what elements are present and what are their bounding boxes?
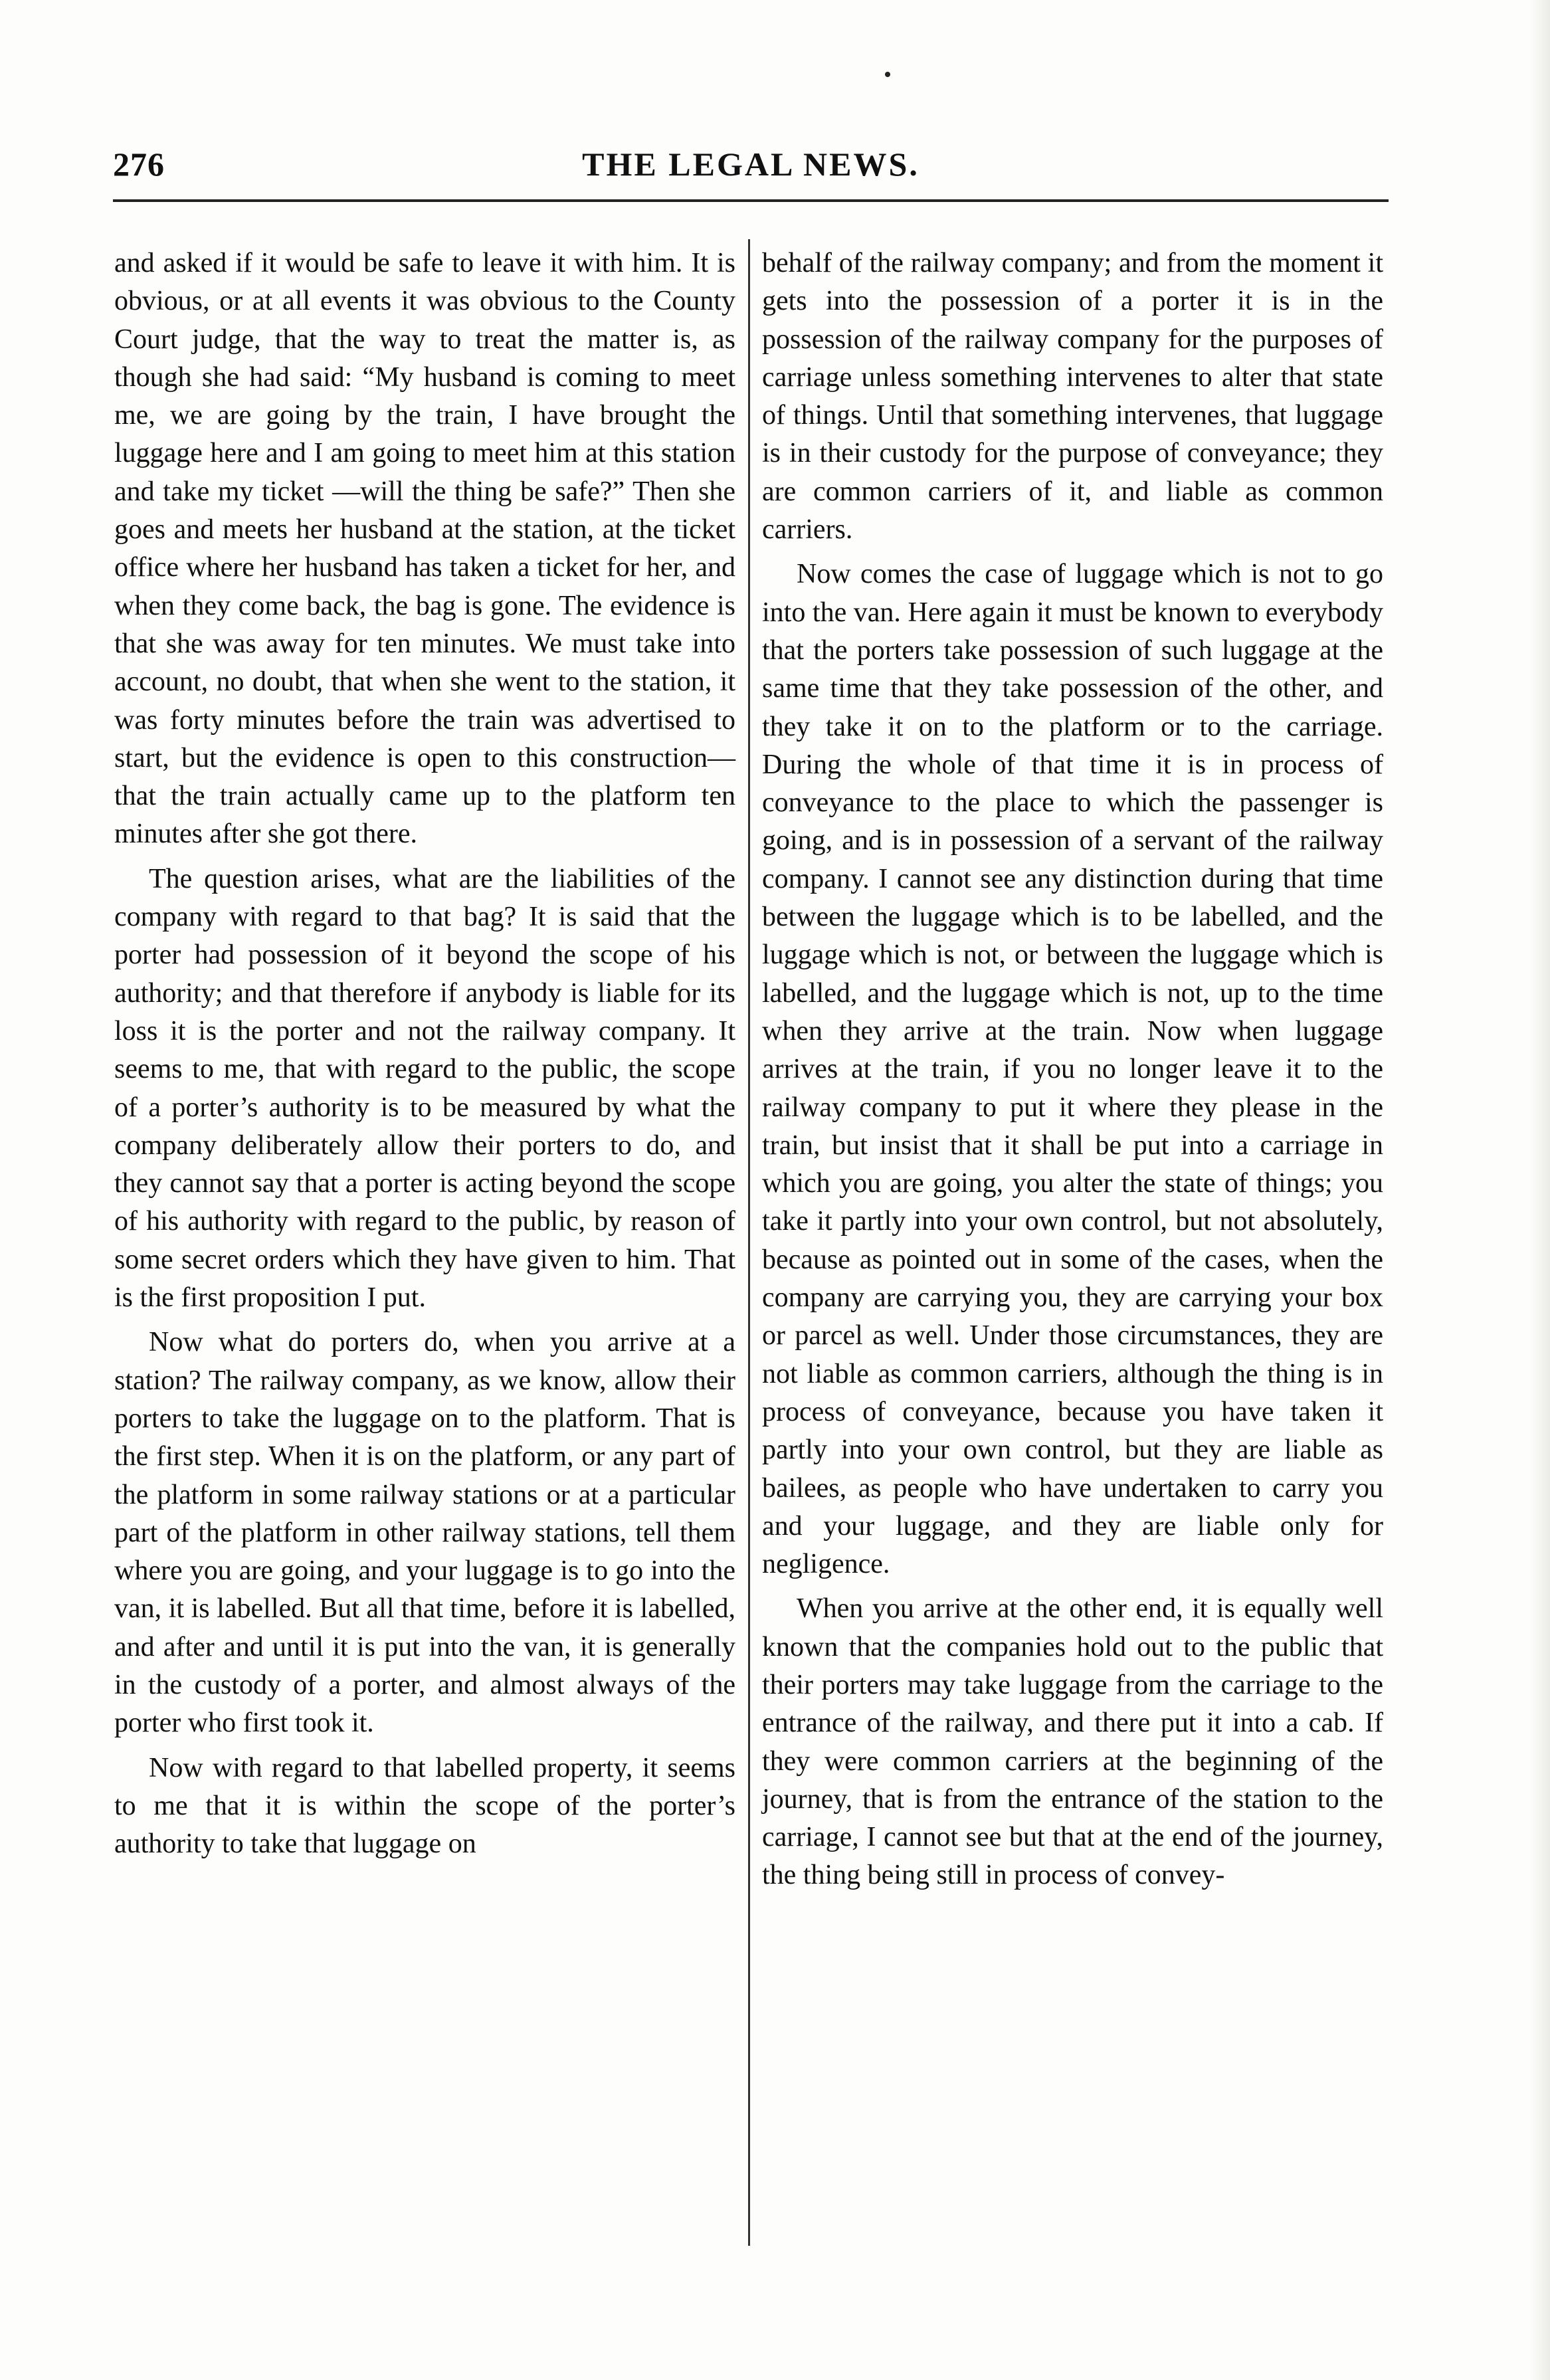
left-paragraph-1: and asked if it would be safe to leave it with him. It is obvious, or at all events it was obvious to the County Court judge, that the way to treat the matter is, as though she had said: “My husband is coming to meet me, we are going by the train, I have brought the luggage here and I am going to meet him at this station and take my ticket —will the thing be safe?” Then she goes and meets her husband at the station, at the ticket office where her husband has taken a ticket for her, and when they come back, the bag is gone. The evidence is that she was away for ten minutes. We must take into account, no doubt, that when she went to the station, it was forty minutes before the train was advertised to start, but the evidence is open to this construction— that the train actually came up to the platform ten minutes after she got there. bbox=[114, 248, 735, 850]
page-edge-shadow bbox=[1530, 0, 1550, 2380]
print-speck bbox=[885, 72, 890, 77]
right-column bbox=[762, 245, 1383, 2238]
left-column bbox=[114, 245, 735, 2238]
page-header bbox=[113, 133, 1389, 193]
right-paragraph-1: behalf of the railway company; and from the moment it gets into the possession of a porter it is in the possession of the railway company for the purposes of carriage unless something intervenes to alter that state of things. Until that something intervenes, that luggage is in their custody for the purpose of conveyance; they are common carriers of it, and liable as common carriers. bbox=[762, 248, 1383, 545]
running-title: THE LEGAL NEWS. bbox=[582, 146, 920, 183]
page-number: 276 bbox=[113, 146, 165, 183]
header-rule bbox=[113, 199, 1389, 202]
left-paragraph-2: The question arises, what are the liabilities of the company with regard to that bag? It is said that the porter had possession of it beyond the scope of his authority; and that therefore if anybody is liable for its loss it is the porter and not the railway company. It seems to me, that with regard to the public, the scope of a porter’s authority is to be measured by what the company deliberately allow their porters to do, and they cannot say that a porter is acting beyond the scope of his authority with regard to the public, by reason of some secret orders which they have given to him. That is the first proposition I put. bbox=[114, 863, 735, 1314]
left-paragraph-4: Now with regard to that labelled property, it seems to me that it is within the scope of the porter’s authority to take that luggage on bbox=[114, 1752, 735, 1860]
right-paragraph-3: When you arrive at the other end, it is equally well known that the companies hold out to the public that their porters may take luggage from the carriage to the entrance of the railway, and there put it into a cab. If they were common carriers at the beginning of the journey, that is from the entrance of the station to the carriage, I cannot see but that at the end of the journey, the thing being still in process of convey- bbox=[762, 1593, 1383, 1891]
column-divider bbox=[748, 239, 750, 2246]
left-paragraph-3: Now what do porters do, when you arrive at a station? The railway company, as we know, allow their porters to take the luggage on to the platform. That is the first step. When it is on the platform, or any part of the platform in some railway stations or at a particular part of the platform in other railway stations, tell them where you are going, and your luggage is to go into the van, it is labelled. But all that time, before it is labelled, and after and until it is put into the van, it is generally in the custody of a porter, and almost always of the porter who first took it. bbox=[114, 1327, 735, 1739]
right-paragraph-2: Now comes the case of luggage which is not to go into the van. Here again it must be known to everybody that the porters take possession of such luggage at the same time that they take possession of the other, and they take it on to the platform or to the carriage. During the whole of that time it is in process of conveyance to the place to which the passenger is going, and is in possession of a servant of the railway company. I cannot see any distinction during that time between the luggage which is to be labelled, and the luggage which is not, or between the luggage which is labelled, and the luggage which is not, up to the time when they arrive at the train. Now when luggage arrives at the train, if you no longer leave it to the railway company to put it where they please in the train, but insist that it shall be put into a carriage in which you are going, you alter the state of things; you take it partly into your own control, but not absolutely, because as pointed out in some of the cases, when the company are carrying you, they are carrying your box or parcel as well. Under those circumstances, they are not liable as common carriers, although the thing is in process of conveyance, because you have taken it partly into your own control, but they are liable as bailees, as people who have undertaken to carry you and your luggage, and they are liable only for negligence. bbox=[762, 559, 1383, 1580]
